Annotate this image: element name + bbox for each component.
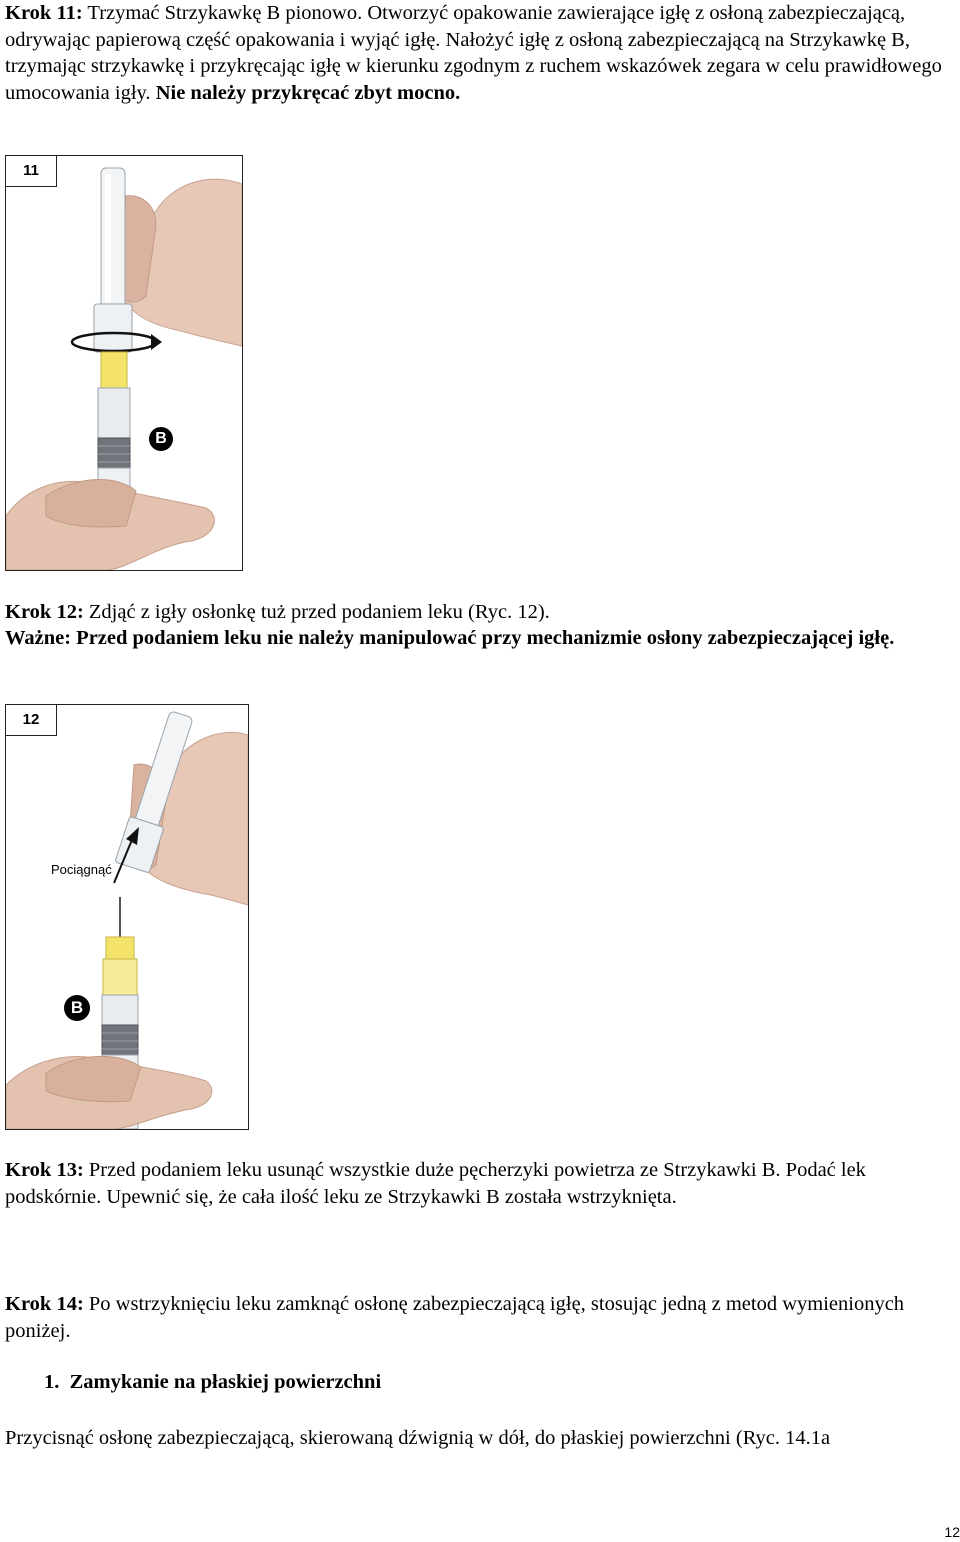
page-number: 12 — [944, 1524, 960, 1540]
syringe-needle-attach-illustration — [6, 156, 242, 570]
figure-11 — [5, 155, 243, 571]
step-11-warning: Nie należy przykręcać zbyt mocno. — [155, 81, 461, 104]
figure-12 — [5, 704, 249, 1130]
method-1-text: Przycisnąć osłonę zabezpieczającą, skierowaną dźwignią w dół, do płaskiej powierzchni (Ryc. 14.1a — [5, 1427, 831, 1449]
step-11-label: Krok 11: — [5, 2, 83, 24]
step-12-label: Krok 12: — [5, 601, 84, 623]
step-14-paragraph — [5, 1291, 953, 1344]
step-12-text: Zdjąć z igły osłonkę tuż przed podaniem leku (Ryc. 12). — [83, 601, 550, 623]
step-12-paragraph — [5, 599, 953, 626]
step-11-paragraph — [5, 0, 953, 106]
syringe-b-marker-letter: B — [70, 998, 84, 1017]
step-13-paragraph — [5, 1157, 953, 1210]
step-13-text: Przed podaniem leku usunąć wszystkie duże pęcherzyki powietrza ze Strzykawki B. Podać lek podskórnie. Upewnić się, że cała ilość leku ze Strzykawki B została wstrzyknięta. — [5, 1159, 866, 1208]
important-text: Przed podaniem leku nie należy manipulować przy mechanizmie osłony zabezpieczającej igłę. — [71, 627, 895, 649]
method-1-number: 1. — [44, 1371, 60, 1393]
important-label: Ważne: — [5, 627, 72, 649]
step-12-important — [5, 625, 953, 652]
figure-12-number: 12 — [6, 705, 57, 736]
method-1-title: Zamykanie na płaskiej powierzchni — [69, 1371, 382, 1393]
pull-label: Pociągnąć — [51, 862, 112, 877]
step-14-text: Po wstrzyknięciu leku zamknąć osłonę zabezpieczającą igłę, stosując jedną z metod wymienionych poniżej. — [5, 1293, 905, 1342]
syringe-b-marker — [149, 427, 173, 451]
figure-11-number: 11 — [6, 156, 57, 187]
step-11-text: Trzymać Strzykawkę B pionowo. Otworzyć opakowanie zawierające igłę z osłoną zabezpieczającą, odrywając papierową część opakowania i wyjąć igłę. Nałożyć igłę z osłoną zabezpieczającą na Strzykawkę B, trzymając strzykawkę i przykręcając igłę w kierunku zgodnym z ruchem wskazówek zegara w celu prawidłowego umocowania igły. — [5, 2, 942, 104]
method-1-heading — [44, 1371, 381, 1394]
syringe-b-marker-letter: B — [155, 430, 167, 447]
needle-cap-removal-illustration — [6, 705, 248, 1129]
step-13-label: Krok 13: — [5, 1159, 84, 1181]
step-14-label: Krok 14: — [5, 1293, 84, 1315]
syringe-b-marker — [64, 995, 90, 1021]
